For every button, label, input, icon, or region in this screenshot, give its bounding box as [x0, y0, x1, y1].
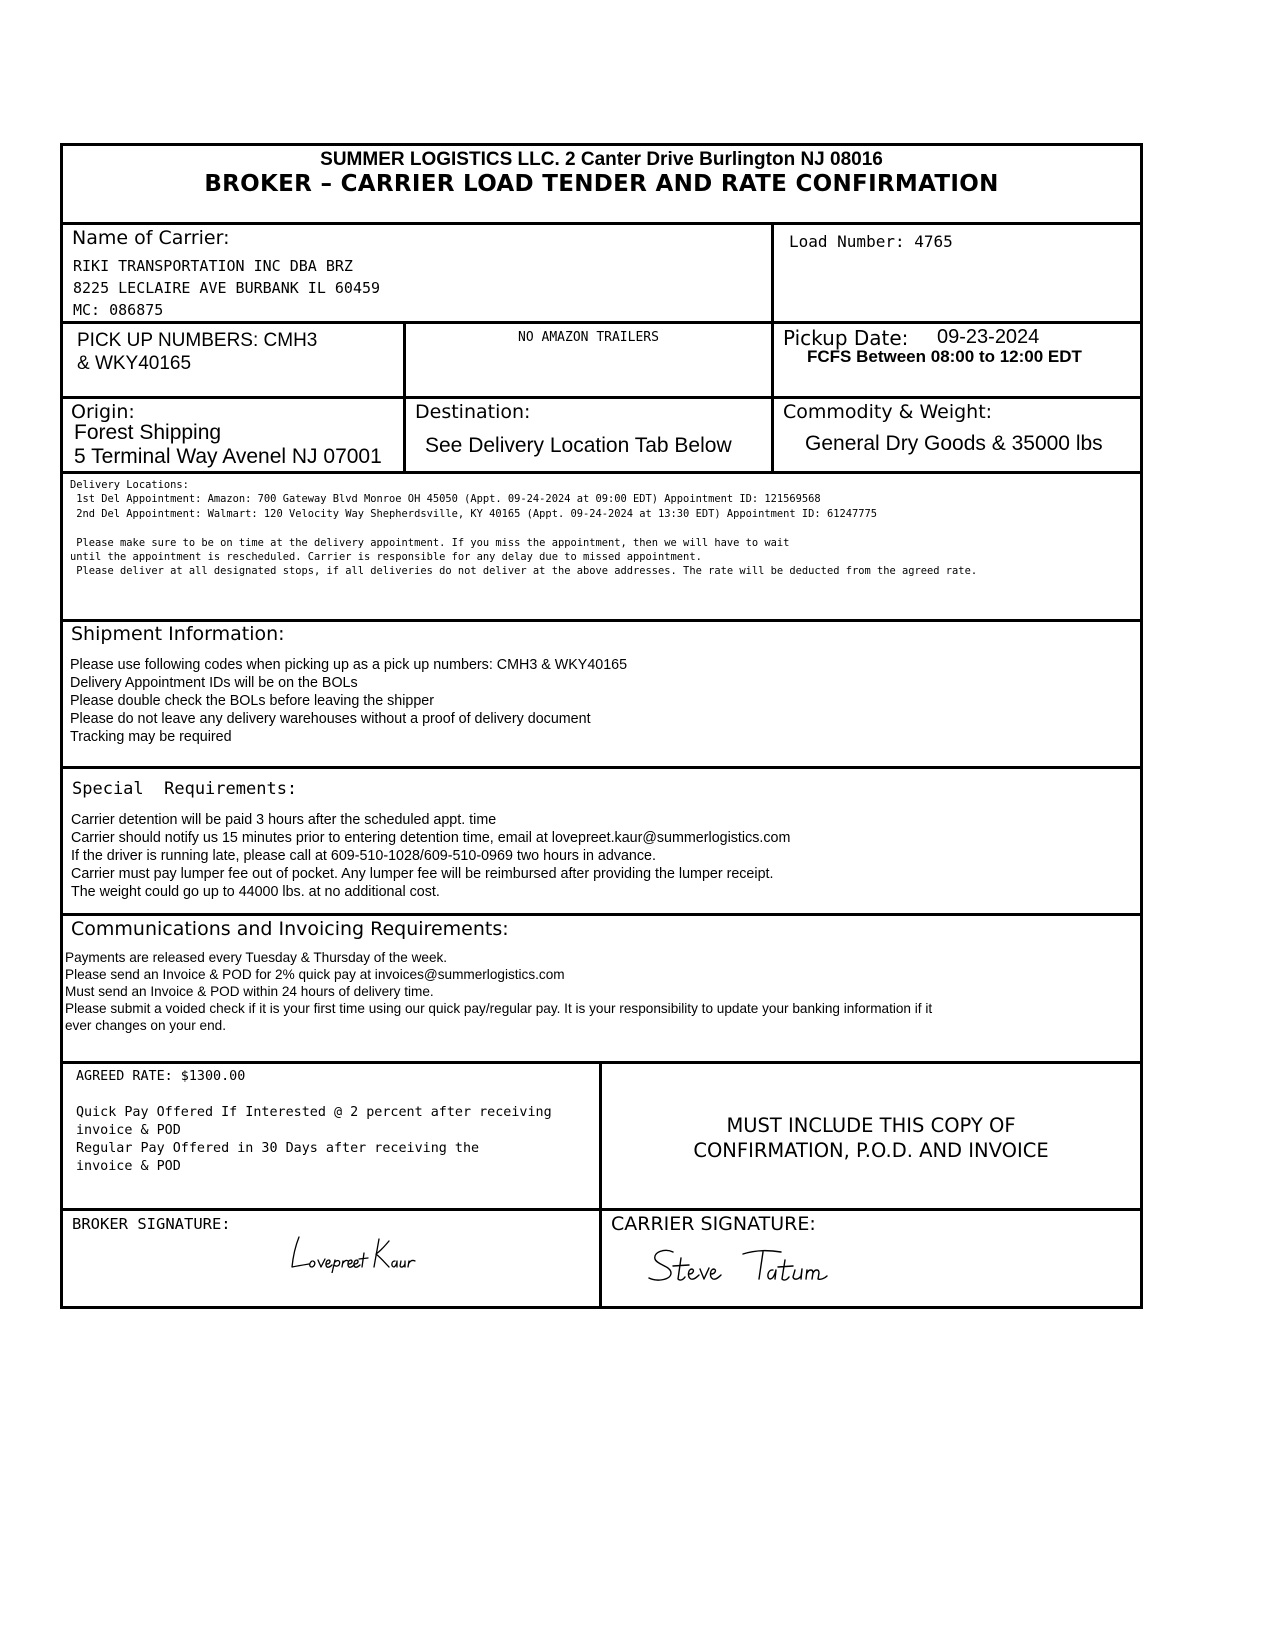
- carrier-signature: [645, 1246, 855, 1288]
- shipment-line: Please double check the BOLs before leaving the shipper: [70, 693, 435, 709]
- delivery-stop-1: 1st Del Appointment: Amazon: 700 Gateway Blvd Monroe OH 45050 (Appt. 09-24-2024 at 09:00 EDT) Appointment ID: 121569568: [70, 493, 821, 506]
- broker-signature: [285, 1233, 425, 1273]
- communications-line: Payments are released every Tuesday & Thursday of the week.: [65, 950, 448, 965]
- quick-pay-terms: Quick Pay Offered If Interested @ 2 percent after receiving: [76, 1105, 552, 1120]
- border-left: [60, 143, 63, 1309]
- divider: [771, 222, 774, 474]
- destination-label: Destination:: [415, 401, 531, 423]
- divider: [60, 619, 1143, 622]
- divider: [60, 471, 1143, 474]
- divider: [599, 1061, 602, 1309]
- divider: [60, 321, 1143, 324]
- communications-line: Please send an Invoice & POD for 2% quick pay at invoices@summerlogistics.com: [65, 967, 565, 982]
- origin-address: [74, 421, 382, 469]
- regular-pay-terms: invoice & POD: [76, 1159, 181, 1174]
- must-include-notice: MUST INCLUDE THIS COPY OF CONFIRMATION, P.O.D. AND INVOICE: [693, 1114, 1049, 1162]
- communications-line: Must send an Invoice & POD within 24 hours of delivery time.: [65, 984, 434, 999]
- communications-lines: [65, 949, 932, 1034]
- rate-spacer: [76, 1086, 552, 1104]
- origin-label: Origin:: [71, 401, 135, 423]
- special-line: If the driver is running late, please call at 609-510-1028/609-510-0969 two hours in advance.: [71, 848, 656, 864]
- document-title: BROKER – CARRIER LOAD TENDER AND RATE CONFIRMATION: [204, 171, 999, 197]
- shipment-line: Delivery Appointment IDs will be on the BOLs: [70, 675, 358, 691]
- special-requirements-lines: [71, 811, 790, 901]
- company-line: SUMMER LOGISTICS LLC. 2 Canter Drive Burlington NJ 08016: [320, 149, 883, 170]
- destination-value: See Delivery Location Tab Below: [425, 434, 732, 457]
- pickup-window: FCFS Between 08:00 to 12:00 EDT: [807, 347, 1082, 366]
- broker-signature-label: BROKER SIGNATURE:: [72, 1215, 231, 1233]
- origin-street: 5 Terminal Way Avenel NJ 07001: [74, 445, 382, 468]
- special-line: Carrier should notify us 15 minutes prior to entering detention time, email at lovepreet.kaur@summerlogistics.com: [71, 830, 791, 846]
- pickup-date-label: Pickup Date:: [783, 326, 909, 350]
- delivery-note: Please make sure to be on time at the delivery appointment. If you miss the appointment, then we will have to wait: [70, 536, 790, 549]
- communications-label: Communications and Invoicing Requirements:: [71, 918, 509, 940]
- special-line: Carrier must pay lumper fee out of pocket. Any lumper fee will be reimbursed after providing the lumper receipt.: [71, 866, 774, 882]
- delivery-note: until the appointment is rescheduled. Carrier is responsible for any delay due to missed appointment.: [70, 551, 702, 564]
- border-top: [60, 143, 1143, 146]
- communications-line: Please submit a voided check if it is your first time using our quick pay/regular pay. It is your responsibility to update your banking information if it: [65, 1001, 933, 1016]
- rate-terms: [76, 1068, 552, 1176]
- communications-line: ever changes on your end.: [65, 1018, 226, 1033]
- delivery-locations: [70, 478, 977, 579]
- pickup-numbers: PICK UP NUMBERS: CMH3 & WKY40165: [77, 330, 318, 374]
- divider: [60, 913, 1143, 916]
- agreed-rate: AGREED RATE: $1300.00: [76, 1069, 246, 1084]
- delivery-spacer: [70, 521, 977, 535]
- pickup-date-value: 09-23-2024: [937, 326, 1040, 348]
- quick-pay-terms: invoice & POD: [76, 1123, 181, 1138]
- regular-pay-terms: Regular Pay Offered in 30 Days after receiving the: [76, 1141, 480, 1156]
- shipment-line: Tracking may be required: [70, 729, 232, 745]
- shipment-lines: [70, 656, 627, 746]
- delivery-heading: Delivery Locations:: [70, 479, 189, 491]
- special-line: The weight could go up to 44000 lbs. at no additional cost.: [71, 884, 440, 900]
- load-number: Load Number: 4765: [789, 232, 953, 251]
- commodity-value: General Dry Goods & 35000 lbs: [805, 432, 1103, 455]
- divider: [60, 222, 1143, 225]
- carrier-details: [73, 255, 380, 321]
- border-right: [1140, 143, 1143, 1309]
- shipment-line: Please use following codes when picking up as a pick up numbers: CMH3 & WKY40165: [70, 657, 628, 673]
- commodity-label: Commodity & Weight:: [783, 401, 993, 423]
- carrier-name: RIKI TRANSPORTATION INC DBA BRZ: [73, 257, 353, 275]
- carrier-signature-label: CARRIER SIGNATURE:: [611, 1213, 816, 1235]
- divider: [60, 396, 1143, 399]
- carrier-mc-number: MC: 086875: [73, 301, 164, 319]
- shipment-label: Shipment Information:: [71, 623, 285, 645]
- trailer-note: NO AMAZON TRAILERS: [518, 330, 659, 345]
- carrier-address: 8225 LECLAIRE AVE BURBANK IL 60459: [73, 279, 381, 297]
- origin-name: Forest Shipping: [74, 421, 222, 444]
- delivery-note: Please deliver at all designated stops, if all deliveries do not deliver at the above addresses. The rate will be deducted from the agreed rate.: [70, 565, 978, 578]
- divider: [60, 766, 1143, 769]
- delivery-stop-2: 2nd Del Appointment: Walmart: 120 Velocity Way Shepherdsville, KY 40165 (Appt. 09-24-2024 at 13:30 EDT) Appointment ID: 61247775: [70, 507, 877, 520]
- special-line: Carrier detention will be paid 3 hours after the scheduled appt. time: [71, 812, 497, 828]
- special-requirements-label: Special Requirements:: [72, 779, 298, 799]
- shipment-line: Please do not leave any delivery warehouses without a proof of delivery document: [70, 711, 591, 727]
- carrier-label: Name of Carrier:: [72, 227, 230, 249]
